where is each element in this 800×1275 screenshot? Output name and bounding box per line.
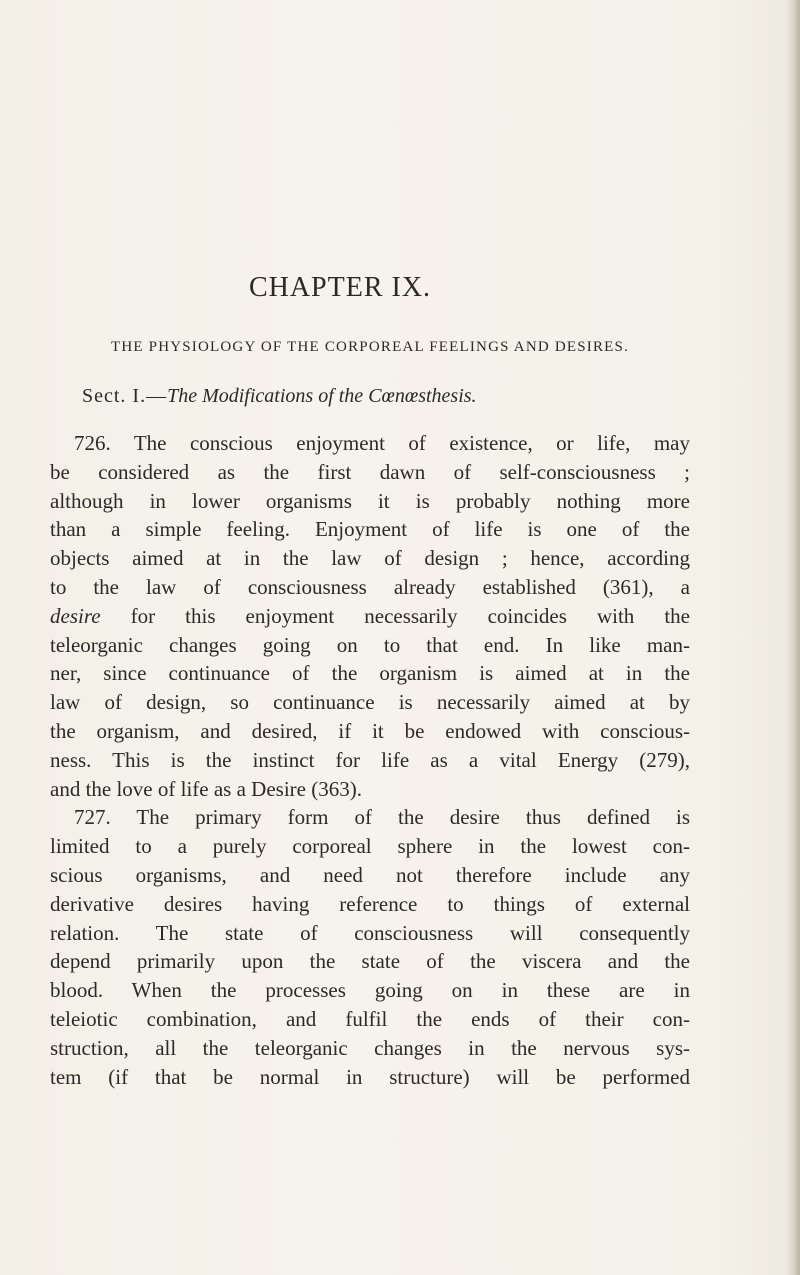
- paragraph-727: [50, 803, 690, 1091]
- page-edge-shadow: [786, 0, 800, 1275]
- text-line: blood. When the processes going on in these are in: [50, 978, 690, 1003]
- paragraph-726: [50, 429, 690, 803]
- chapter-subtitle: THE PHYSIOLOGY OF THE CORPOREAL FEELINGS AND DESIRES.: [110, 339, 630, 355]
- text-line-rest: for this enjoyment necessarily coincides with the: [130, 603, 691, 628]
- text-line: limited to a purely corporeal sphere in the lowest con-: [50, 834, 690, 859]
- text-line: be considered as the first dawn of self-consciousness ;: [50, 459, 690, 484]
- text-line: struction, all the teleorganic changes in the nervous sys-: [50, 1035, 690, 1060]
- text-line: tem (if that be normal in structure) will be performed: [50, 1064, 690, 1089]
- text-line: the organism, and desired, if it be endowed with conscious-: [50, 718, 690, 743]
- section-heading: [82, 385, 702, 408]
- text-line: than a simple feeling. Enjoyment of life is one of the: [50, 517, 690, 542]
- text-line: scious organisms, and need not therefore include any: [50, 862, 690, 887]
- text-line: to the law of consciousness already established (361), a: [50, 574, 690, 599]
- emphasis-word: desire: [50, 603, 101, 628]
- text-line: ner, since continuance of the organism is aimed at in the: [50, 661, 690, 686]
- text-line: teleorganic changes going on to that end. In like man-: [50, 632, 690, 657]
- text-line: ness. This is the instinct for life as a vital Energy (279),: [50, 747, 690, 772]
- text-line: although in lower organisms it is probably nothing more: [50, 488, 690, 513]
- text-line: 726. The conscious enjoyment of existence, or life, may: [74, 431, 690, 455]
- text-line: 727. The primary form of the desire thus defined is: [74, 805, 690, 830]
- text-line: depend primarily upon the state of the viscera and the: [50, 949, 690, 974]
- body-text: [50, 429, 690, 1091]
- text-line-with-emphasis: [50, 602, 690, 631]
- text-line: derivative desires having reference to things of external: [50, 891, 690, 916]
- text-line: and the love of life as a Desire (363).: [50, 776, 362, 801]
- section-label: Sect. I.—: [82, 385, 168, 407]
- section-title: The Modifications of the Cœnœsthesis.: [167, 385, 477, 407]
- text-line: law of design, so continuance is necessarily aimed at by: [50, 690, 690, 715]
- text-line: objects aimed at in the law of design ; hence, according: [50, 546, 690, 571]
- text-line: relation. The state of consciousness will consequently: [50, 920, 690, 945]
- chapter-title: CHAPTER IX.: [248, 272, 432, 303]
- text-line: teleiotic combination, and fulfil the ends of their con-: [50, 1006, 690, 1031]
